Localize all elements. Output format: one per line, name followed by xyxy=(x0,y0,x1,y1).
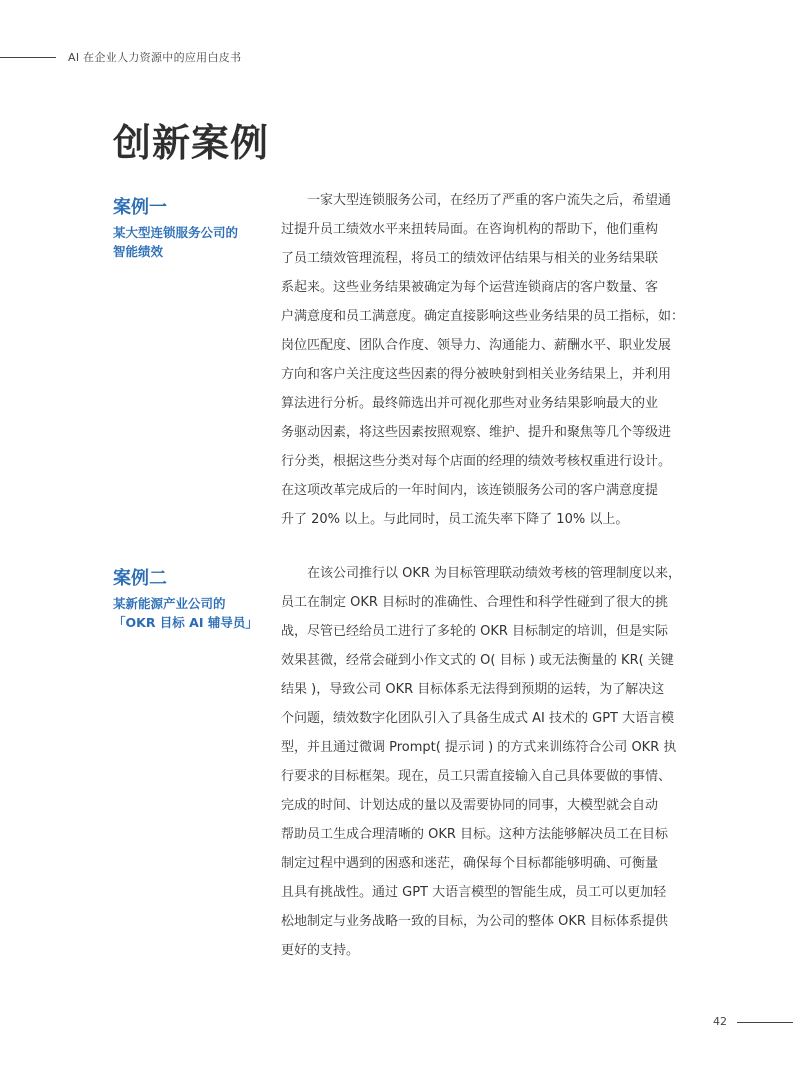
case-1-line: 方向和客户关注度这些因素的得分被映射到相关业务结果上，并利用 xyxy=(281,367,672,382)
case-1-line: 升了 20% 以上。与此同时，员工流失率下降了 10% 以上。 xyxy=(281,512,629,527)
case-1-line: 一家大型连锁服务公司，在经历了严重的客户流失之后，希望通 xyxy=(281,193,672,208)
case-1-title: 案例一 xyxy=(113,197,167,218)
case-2-line: 帮助员工生成合理清晰的 OKR 目标。这种方法能够解决员工在目标 xyxy=(281,827,669,842)
running-header: AI 在企业人力资源中的应用白皮书 xyxy=(68,51,242,64)
case-2-line: 松地制定与业务战略一致的目标，为公司的整体 OKR 目标体系提供 xyxy=(281,914,669,929)
page-number: 42 xyxy=(713,1015,727,1028)
case-1-line: 系起来。这些业务结果被确定为每个运营连锁商店的客户数量、客 xyxy=(281,280,659,295)
case-2-body xyxy=(281,559,686,965)
case-2-line: 在该公司推行以 OKR 为目标管理联动绩效考核的管理制度以来， xyxy=(281,566,682,581)
case-2-line: 个问题，绩效数字化团队引入了具备生成式 AI 技术的 GPT 大语言模 xyxy=(281,711,675,726)
case-2-line: 更好的支持。 xyxy=(281,943,360,958)
case-2-line: 战，尽管已经给员工进行了多轮的 OKR 目标制定的培训，但是实际 xyxy=(281,624,669,639)
case-1-line: 行分类，根据这些分类对每个店面的经理的绩效考核权重进行设计。 xyxy=(281,454,672,469)
case-2-heading xyxy=(113,564,263,632)
case-1-line: 务驱动因素，将这些因素按照观察、维护、提升和聚焦等几个等级进 xyxy=(281,425,672,440)
case-1-body xyxy=(281,186,686,534)
case-2-line: 型，并且通过微调 Prompt( 提示词 ) 的方式来训练符合公司 OKR 执 xyxy=(281,740,677,755)
case-1-line: 岗位匹配度、团队合作度、领导力、沟通能力、薪酬水平、职业发展 xyxy=(281,338,672,353)
case-2-line: 行要求的目标框架。现在，员工只需直接输入自己具体要做的事情、 xyxy=(281,769,672,784)
case-2-line: 完成的时间、计划达成的量以及需要协同的同事，大模型就会自动 xyxy=(281,798,659,813)
case-1-line: 了员工绩效管理流程，将员工的绩效评估结果与相关的业务结果联 xyxy=(281,251,659,266)
case-1-heading xyxy=(113,193,263,261)
case-1-line: 算法进行分析。最终筛选出并可视化那些对业务结果影响最大的业 xyxy=(281,396,659,411)
case-1-subtitle-line-2: 智能绩效 xyxy=(113,244,164,259)
case-2-line: 员工在制定 OKR 目标时的准确性、合理性和科学性碰到了很大的挑 xyxy=(281,595,669,610)
case-2-subtitle-line-1: 某新能源产业公司的 xyxy=(113,596,226,611)
case-1-subtitle-line-1: 某大型连锁服务公司的 xyxy=(113,225,239,240)
case-2-subtitle-line-2: 「OKR 目标 AI 辅导员」 xyxy=(113,615,258,630)
case-1-line: 户满意度和员工满意度。确定直接影响这些业务结果的员工指标，如： xyxy=(281,309,685,324)
case-2-title: 案例二 xyxy=(113,568,167,589)
header-rule xyxy=(0,57,56,58)
case-1-line: 过提升员工绩效水平来扭转局面。在咨询机构的帮助下，他们重构 xyxy=(281,222,659,237)
footer-rule xyxy=(737,1022,793,1023)
page-title: 创新案例 xyxy=(113,121,270,165)
case-1-line: 在这项改革完成后的一年时间内，该连锁服务公司的客户满意度提 xyxy=(281,483,659,498)
case-2-line: 制定过程中遇到的困惑和迷茫，确保每个目标都能够明确、可衡量 xyxy=(281,856,659,871)
case-2-line: 且具有挑战性。通过 GPT 大语言模型的智能生成，员工可以更加轻 xyxy=(281,885,667,900)
case-2-line: 效果甚微，经常会碰到小作文式的 O( 目标 ) 或无法衡量的 KR( 关键 xyxy=(281,653,674,668)
case-2-line: 结果 )，导致公司 OKR 目标体系无法得到预期的运转，为了解决这 xyxy=(281,682,665,697)
